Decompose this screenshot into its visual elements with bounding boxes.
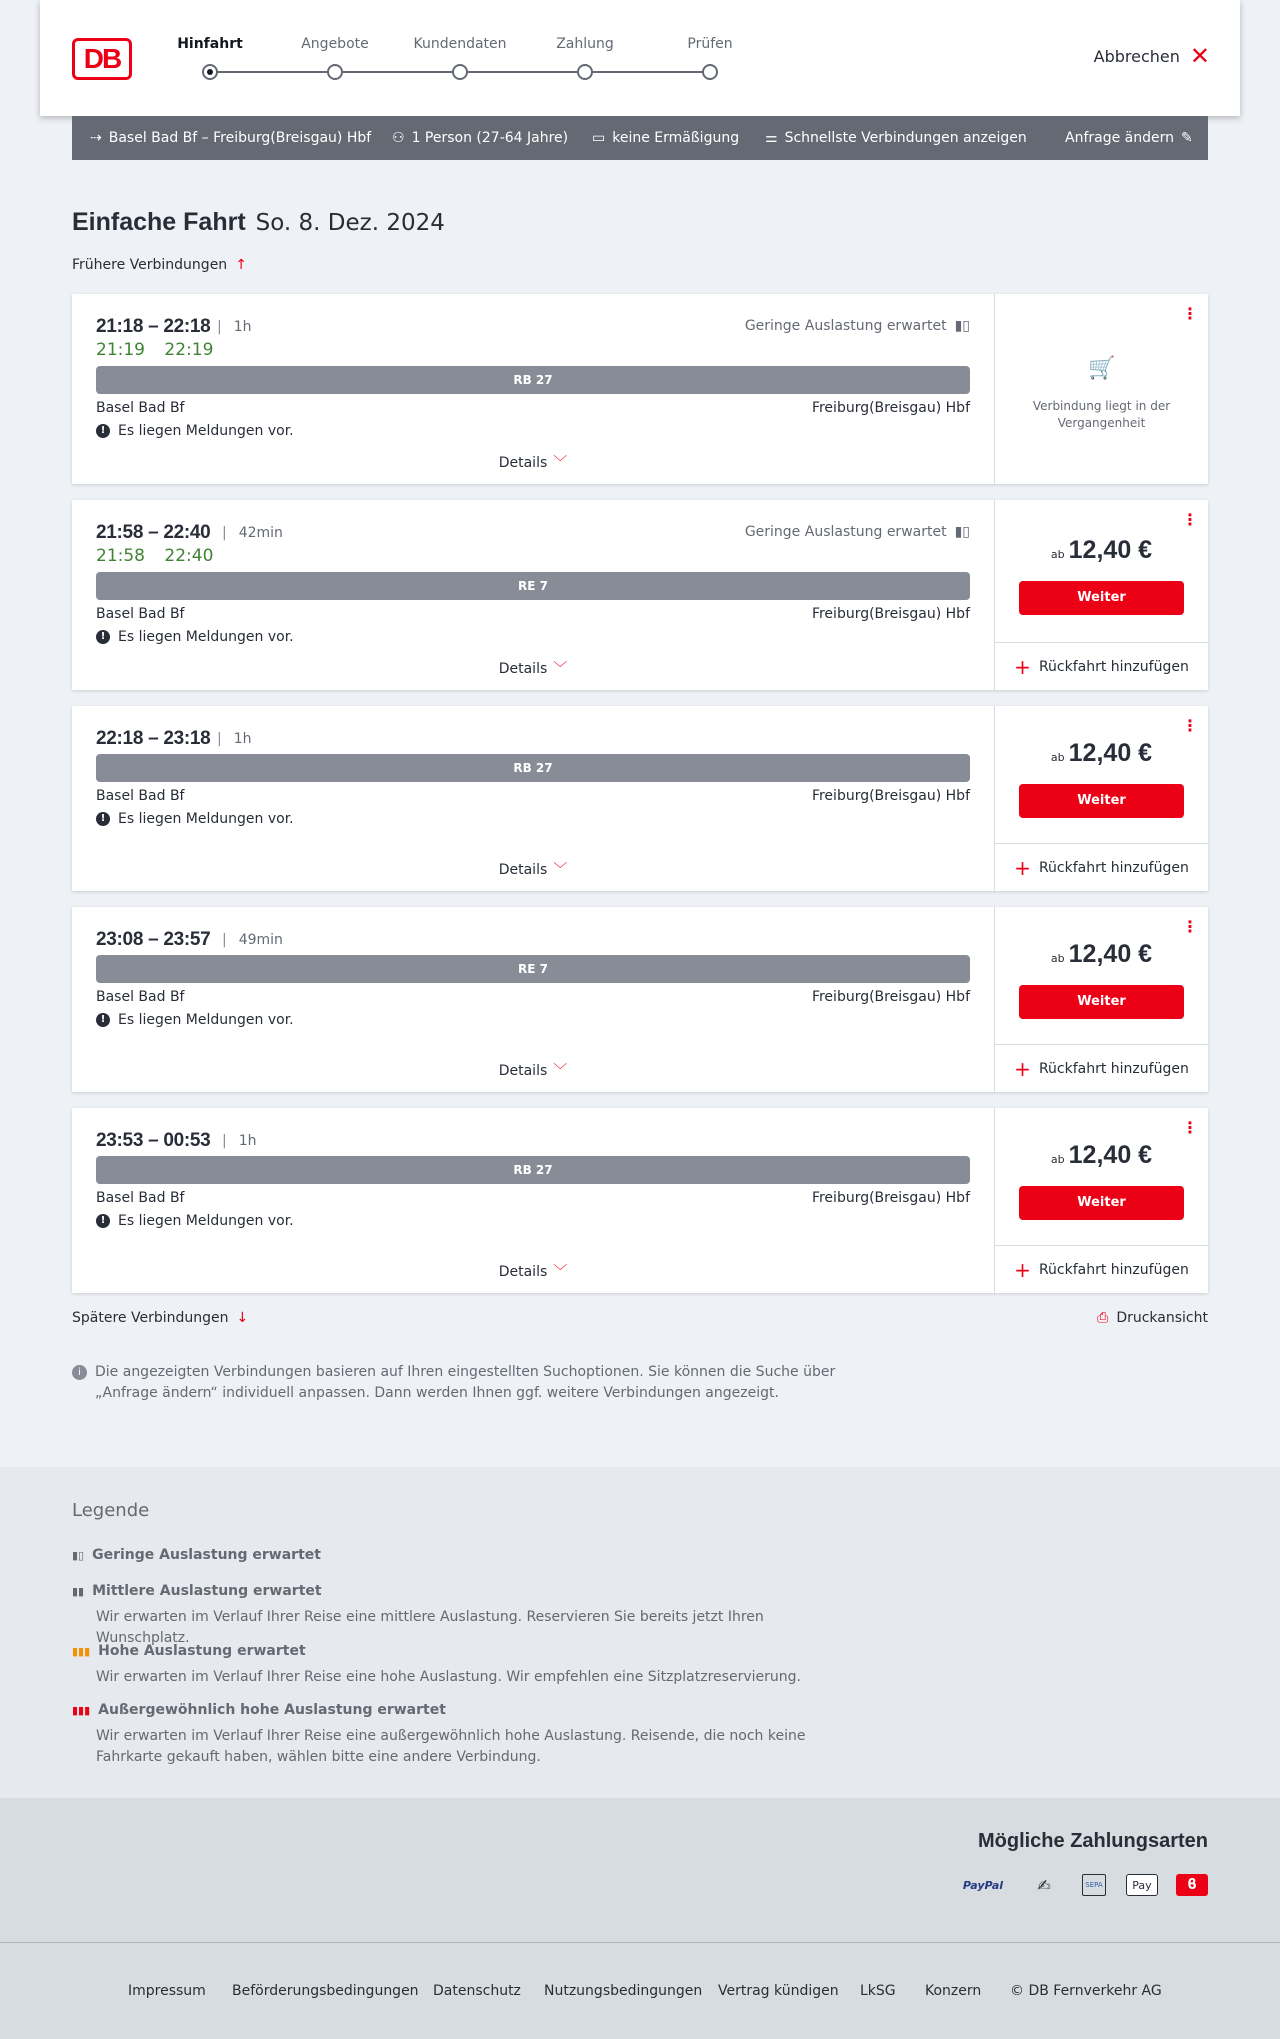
- occupancy-info: [745, 318, 970, 334]
- info-icon: i: [72, 1365, 87, 1380]
- footer-link-datenschutz[interactable]: Datenschutz: [433, 1983, 521, 1999]
- connection-offer: [994, 294, 1208, 484]
- origin-station: Basel Bad Bf: [96, 606, 185, 622]
- step-label: Prüfen: [687, 36, 733, 52]
- db-card-logo: ϐ: [1176, 1874, 1208, 1896]
- origin-station: Basel Bad Bf: [96, 400, 185, 416]
- step-dot: [327, 64, 343, 80]
- legend-item: [72, 1641, 852, 1688]
- later-label: Spätere Verbindungen: [72, 1310, 229, 1326]
- price-value: 12,40 €: [1068, 739, 1153, 767]
- occupancy-exceptional-icon: ▮▮▮: [72, 1703, 91, 1717]
- message-text: Es liegen Meldungen vor.: [118, 423, 294, 439]
- earlier-label: Frühere Verbindungen: [72, 257, 228, 273]
- legend-item: [72, 1581, 852, 1649]
- step-dot: [577, 64, 593, 80]
- print-label: Druckansicht: [1116, 1310, 1208, 1326]
- price-prefix: ab: [1050, 548, 1065, 561]
- chevron-down-icon: ﹀: [553, 661, 568, 677]
- legend-item-title: Hohe Auslastung erwartet: [98, 1643, 306, 1659]
- add-return-button[interactable]: [995, 642, 1208, 690]
- realtime-info: 21:58 22:40: [96, 546, 214, 566]
- connection-card: [72, 500, 1208, 690]
- more-options-icon[interactable]: ⋮: [1182, 510, 1198, 529]
- connection-offer: [994, 500, 1208, 690]
- connection-duration: | 49min: [222, 932, 283, 948]
- header: [40, 0, 1240, 116]
- step-dot: [702, 64, 718, 80]
- edit-text: Anfrage ändern: [1065, 130, 1174, 146]
- connection-time: 23:53 – 00:53: [96, 1130, 211, 1151]
- train-bar[interactable]: RB 27: [96, 754, 970, 782]
- details-toggle[interactable]: [72, 1060, 994, 1080]
- price-value: 12,40 €: [1068, 536, 1153, 564]
- origin-station: Basel Bad Bf: [96, 1190, 185, 1206]
- train-bar[interactable]: RE 7: [96, 572, 970, 600]
- footer-link-konzern[interactable]: Konzern: [925, 1983, 982, 1999]
- message-text: Es liegen Meldungen vor.: [118, 1012, 294, 1028]
- connection-main[interactable]: [72, 500, 994, 690]
- origin-station: Basel Bad Bf: [96, 989, 185, 1005]
- page-title: [72, 208, 445, 237]
- later-connections-link[interactable]: [72, 1310, 248, 1326]
- occupancy-info: [745, 524, 970, 540]
- details-toggle[interactable]: [72, 658, 994, 678]
- more-options-icon[interactable]: ⋮: [1182, 716, 1198, 735]
- alert-icon: !: [96, 812, 110, 826]
- train-bar[interactable]: RB 27: [96, 1156, 970, 1184]
- chevron-down-icon: ﹀: [553, 1063, 568, 1079]
- connection-time: 21:18 – 22:18: [96, 316, 211, 337]
- passenger-text: 1 Person (27-64 Jahre): [411, 130, 569, 146]
- connection-duration: | 1h: [222, 1133, 257, 1149]
- chevron-down-icon: ﹀: [553, 862, 568, 878]
- connection-main[interactable]: [72, 706, 994, 891]
- edit-search-button[interactable]: [1065, 116, 1193, 160]
- price-value: 12,40 €: [1068, 1141, 1153, 1169]
- plus-icon: +: [1014, 1257, 1031, 1282]
- add-return-label: Rückfahrt hinzufügen: [1038, 1060, 1189, 1077]
- continue-button[interactable]: Weiter: [1019, 784, 1184, 818]
- alert-icon: !: [96, 1013, 110, 1027]
- legend-item-text: Wir erwarten im Verlauf Ihrer Reise eine außergewöhnlich hohe Auslastung. Reisende, die noch keine Fahrkarte gekauft haben, wählen bitte eine andere Verbindung.: [96, 1728, 806, 1765]
- add-return-button[interactable]: [995, 843, 1208, 891]
- message-notice: [96, 1012, 294, 1028]
- applepay-text: Pay: [1132, 1878, 1152, 1892]
- occupancy-text: Geringe Auslastung erwartet: [744, 524, 947, 540]
- message-notice: [96, 811, 294, 827]
- legend-item-text: Wir erwarten im Verlauf Ihrer Reise eine mittlere Auslastung. Reservieren Sie bereits jetzt Ihren Wunschplatz.: [96, 1609, 764, 1646]
- details-label: Details: [498, 455, 548, 471]
- message-notice: [96, 629, 294, 645]
- occupancy-high-icon: ▮▮▮: [72, 1644, 91, 1658]
- apple-pay-logo: [1126, 1874, 1158, 1896]
- price: [995, 940, 1208, 969]
- origin-station: Basel Bad Bf: [96, 788, 185, 804]
- destination-station: Freiburg(Breisgau) Hbf: [811, 788, 970, 804]
- continue-button[interactable]: Weiter: [1019, 581, 1184, 615]
- details-toggle[interactable]: [72, 452, 994, 472]
- trip-type: Einfache Fahrt: [72, 208, 246, 236]
- db-logo[interactable]: DB: [72, 38, 132, 80]
- connection-card: [72, 294, 1208, 484]
- connection-main[interactable]: [72, 907, 994, 1092]
- connection-time: 21:58 – 22:40: [96, 522, 211, 543]
- destination-station: Freiburg(Breisgau) Hbf: [811, 1190, 970, 1206]
- destination-station: Freiburg(Breisgau) Hbf: [811, 400, 970, 416]
- step-angebote[interactable]: [270, 34, 400, 80]
- details-label: Details: [498, 1264, 548, 1280]
- details-label: Details: [498, 862, 548, 878]
- step-pruefen[interactable]: [645, 34, 775, 80]
- filter-icon: ⚌: [765, 130, 778, 146]
- legend-item-title: Außergewöhnlich hohe Auslastung erwartet: [98, 1702, 446, 1718]
- paypal-logo: [954, 1874, 1012, 1896]
- connection-offer: [994, 706, 1208, 891]
- connection-card: [72, 1108, 1208, 1293]
- price-value: 12,40 €: [1068, 940, 1153, 968]
- connection-offer: [994, 907, 1208, 1092]
- legend-section: [0, 1467, 1280, 1798]
- more-options-icon[interactable]: ⋮: [1182, 1118, 1198, 1137]
- message-notice: [96, 423, 294, 439]
- price: [995, 739, 1208, 768]
- occupancy-low-icon: ▮▯: [954, 524, 970, 540]
- occupancy-low-icon: ▮▯: [954, 318, 970, 334]
- route-summary[interactable]: [90, 116, 371, 160]
- price: [995, 536, 1208, 565]
- arrow-down-icon: ↓: [236, 1310, 249, 1326]
- details-toggle[interactable]: [72, 1261, 994, 1281]
- step-label: Zahlung: [556, 36, 614, 52]
- train-bar[interactable]: RE 7: [96, 955, 970, 983]
- trip-date: So. 8. Dez. 2024: [255, 210, 445, 236]
- fastest-toggle[interactable]: [765, 116, 1027, 160]
- alert-icon: !: [96, 424, 110, 438]
- details-toggle[interactable]: [72, 859, 994, 879]
- continue-button[interactable]: Weiter: [1019, 1186, 1184, 1220]
- connection-time: 22:18 – 23:18: [96, 728, 211, 749]
- step-hinfahrt[interactable]: [145, 34, 275, 80]
- connection-duration: | 1h: [217, 731, 252, 747]
- occupancy-low-icon: ▮▯: [72, 1548, 85, 1562]
- printer-icon: ⎙: [1097, 1310, 1109, 1326]
- more-options-icon[interactable]: ⋮: [1182, 917, 1198, 936]
- sepa-logo: [1082, 1874, 1106, 1896]
- realtime-info: 21:19 22:19: [96, 340, 214, 360]
- price: [995, 1141, 1208, 1170]
- step-dot: [202, 64, 218, 80]
- connection-card: [72, 706, 1208, 891]
- connection-duration: | 1h: [217, 319, 252, 335]
- price-prefix: ab: [1050, 751, 1065, 764]
- message-text: Es liegen Meldungen vor.: [118, 629, 294, 645]
- discount-text: keine Ermäßigung: [612, 130, 740, 146]
- paypal-text: PayPal: [962, 1878, 1004, 1892]
- passenger-summary[interactable]: [392, 116, 568, 160]
- legend-item: [72, 1700, 852, 1768]
- info-note: [72, 1362, 852, 1404]
- connection-main[interactable]: [72, 1108, 994, 1293]
- chevron-down-icon: ﹀: [553, 1264, 568, 1280]
- legend-item-text: Wir erwarten im Verlauf Ihrer Reise eine hohe Auslastung. Wir empfehlen eine Sitzplatzreservierung.: [96, 1669, 801, 1685]
- footer-link-vertrag-kuendigen[interactable]: Vertrag kündigen: [718, 1983, 839, 1999]
- cancel-label: Abbrechen: [1093, 46, 1180, 66]
- message-text: Es liegen Meldungen vor.: [118, 811, 294, 827]
- arrow-right-icon: ⇢: [90, 130, 102, 146]
- add-return-label: Rückfahrt hinzufügen: [1038, 1261, 1189, 1278]
- chevron-down-icon: ﹀: [553, 455, 568, 471]
- step-dot: [452, 64, 468, 80]
- step-label: Kundendaten: [413, 36, 507, 52]
- discount-summary[interactable]: [592, 116, 739, 160]
- step-label: Angebote: [301, 36, 369, 52]
- destination-station: Freiburg(Breisgau) Hbf: [811, 606, 970, 622]
- occupancy-medium-icon: ▮▮: [72, 1584, 85, 1598]
- footer: [0, 1942, 1280, 2039]
- connection-offer: [994, 1108, 1208, 1293]
- payment-section: [0, 1798, 1280, 1942]
- legend-item-title: Mittlere Auslastung erwartet: [92, 1583, 322, 1599]
- occupancy-text: Geringe Auslastung erwartet: [744, 318, 947, 334]
- price-prefix: ab: [1050, 1153, 1065, 1166]
- plus-icon: +: [1014, 654, 1031, 679]
- alert-icon: !: [96, 630, 110, 644]
- print-view-link[interactable]: [1097, 1310, 1208, 1326]
- connection-time: 23:08 – 23:57: [96, 929, 211, 950]
- alert-icon: !: [96, 1214, 110, 1228]
- past-connection-text: Verbindung liegt in der Vergangenheit: [1032, 399, 1171, 430]
- details-label: Details: [498, 661, 548, 677]
- more-options-icon[interactable]: ⋮: [1182, 304, 1198, 323]
- cart-unavailable-icon: 🛒: [1088, 356, 1116, 381]
- details-label: Details: [498, 1063, 548, 1079]
- payment-title: Mögliche Zahlungsarten: [977, 1830, 1208, 1852]
- add-return-label: Rückfahrt hinzufügen: [1038, 859, 1189, 876]
- add-return-button[interactable]: [995, 1044, 1208, 1092]
- step-label: Hinfahrt: [177, 36, 243, 52]
- info-text: Die angezeigten Verbindungen basieren auf Ihren eingestellten Suchoptionen. Sie können die Suche über „Anfrage ändern“ individuell anpassen. Dann werden Ihnen ggf. weitere Verbindungen angezeigt.: [95, 1364, 836, 1401]
- connection-card: [72, 907, 1208, 1092]
- cancel-button[interactable]: [1093, 42, 1210, 70]
- connection-duration: | 42min: [222, 525, 283, 541]
- plus-icon: +: [1014, 855, 1031, 880]
- destination-station: Freiburg(Breisgau) Hbf: [811, 989, 970, 1005]
- fastest-text: Schnellste Verbindungen anzeigen: [784, 130, 1027, 146]
- plus-icon: +: [1014, 1056, 1031, 1081]
- search-summary-bar: [72, 116, 1208, 160]
- footer-link-nutzungsbedingungen[interactable]: Nutzungsbedingungen: [544, 1983, 703, 1999]
- close-icon: ✕: [1189, 42, 1210, 70]
- step-zahlung[interactable]: [520, 34, 650, 80]
- sepa-text: SEPA: [1085, 1881, 1103, 1889]
- direct-debit-icon: ✍: [1037, 1875, 1051, 1895]
- earlier-connections-link[interactable]: [72, 257, 247, 273]
- pencil-icon: ✎: [1181, 130, 1193, 146]
- legend-item-title: Geringe Auslastung erwartet: [92, 1547, 321, 1563]
- arrow-up-icon: ↑: [235, 257, 247, 273]
- connection-main[interactable]: [72, 294, 994, 484]
- card-icon: ▭: [592, 130, 606, 146]
- person-icon: ⚇: [392, 130, 405, 146]
- footer-copyright: © DB Fernverkehr AG: [1010, 1983, 1162, 1999]
- message-notice: [96, 1213, 294, 1229]
- message-text: Es liegen Meldungen vor.: [118, 1213, 294, 1229]
- legend-item: [72, 1545, 852, 1565]
- step-kundendaten[interactable]: [395, 34, 525, 80]
- footer-link-befoerderungsbedingungen[interactable]: Beförderungsbedingungen: [232, 1983, 419, 1999]
- route-text: Basel Bad Bf – Freiburg(Breisgau) Hbf: [108, 130, 372, 146]
- continue-button[interactable]: Weiter: [1019, 985, 1184, 1019]
- footer-link-impressum[interactable]: Impressum: [128, 1983, 206, 1999]
- add-return-label: Rückfahrt hinzufügen: [1038, 658, 1189, 675]
- legend-title: Legende: [72, 1500, 150, 1521]
- footer-link-lksg[interactable]: LkSG: [860, 1983, 896, 1999]
- train-bar[interactable]: RB 27: [96, 366, 970, 394]
- price-prefix: ab: [1050, 952, 1065, 965]
- add-return-button[interactable]: [995, 1245, 1208, 1293]
